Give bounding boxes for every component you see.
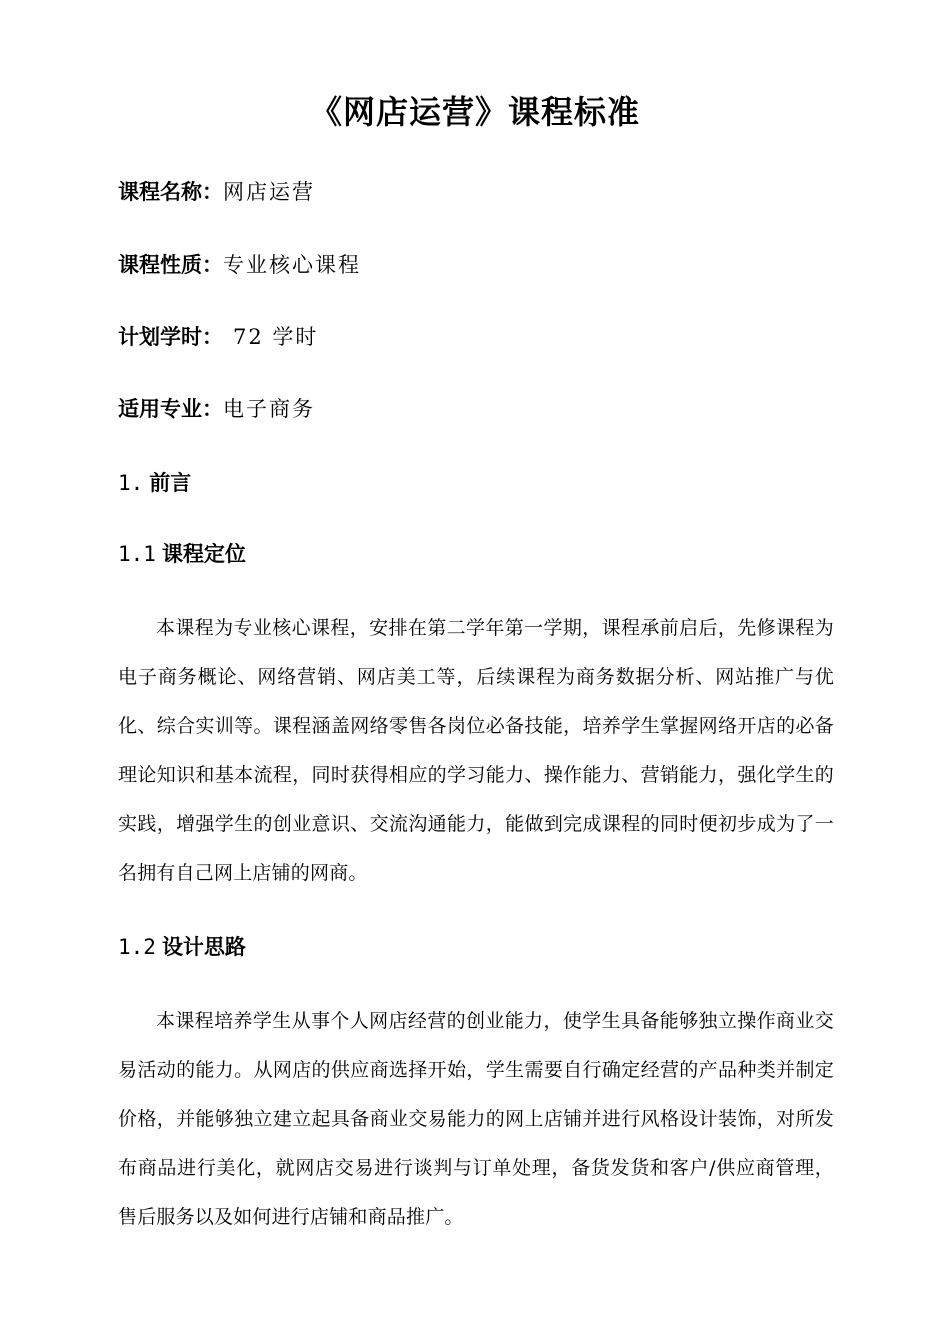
- section-1-1-number: 1.1: [118, 542, 156, 566]
- section-1-1-heading: [118, 538, 246, 570]
- section-1-heading: [118, 467, 191, 499]
- section-1-2-title: 设计思路: [161, 935, 246, 959]
- major-row: [118, 393, 315, 425]
- course-name-row: [118, 176, 315, 208]
- course-nature-value: 专业核心课程: [223, 253, 361, 277]
- section-1-2-heading: [118, 931, 246, 963]
- course-name-label: 课程名称：: [118, 180, 223, 204]
- document-title: 《网店运营》课程标准: [309, 93, 640, 131]
- section-1-title: 前言: [149, 471, 192, 495]
- course-nature-label: 课程性质：: [118, 253, 223, 277]
- section-1-1-title: 课程定位: [161, 542, 246, 566]
- planned-hours-row: [118, 321, 318, 353]
- section-1-2-number: 1.2: [118, 935, 156, 959]
- section-1-number: 1.: [118, 471, 144, 495]
- course-name-value: 网店运营: [223, 180, 315, 204]
- major-value: 电子商务: [223, 397, 315, 421]
- planned-hours-label: 计划学时：: [118, 325, 223, 349]
- course-nature-row: [118, 249, 361, 281]
- section-1-1-paragraph: 本课程为专业核心课程，安排在第二学年第一学期，课程承前启后，先修课程为电子商务概论、网络营销、网店美工等，后续课程为商务数据分析、网站推广与优化、综合实训等。课程涵盖网络零售各岗位必备技能，培养学生掌握网络开店的必备理论知识和基本流程，同时获得相应的学习能力、操作能力、营销能力，强化学生的实践，增强学生的创业意识、交流沟通能力，能做到完成课程的同时便初步成为了一名拥有自己网上店铺的网商。: [118, 617, 834, 884]
- planned-hours-value: 72 学时: [233, 325, 319, 349]
- section-1-2-paragraph: 本课程培养学生从事个人网店经营的创业能力，使学生具备能够独立操作商业交易活动的能力。从网店的供应商选择开始，学生需要自行确定经营的产品种类并制定价格，并能够独立建立起具备商业交易能力的网上店铺并进行风格设计装饰，对所发布商品进行美化，就网店交易进行谈判与订单处理，备货发货和客户/供应商管理，售后服务以及如何进行店铺和商品推广。: [118, 1010, 834, 1228]
- major-label: 适用专业：: [118, 397, 223, 421]
